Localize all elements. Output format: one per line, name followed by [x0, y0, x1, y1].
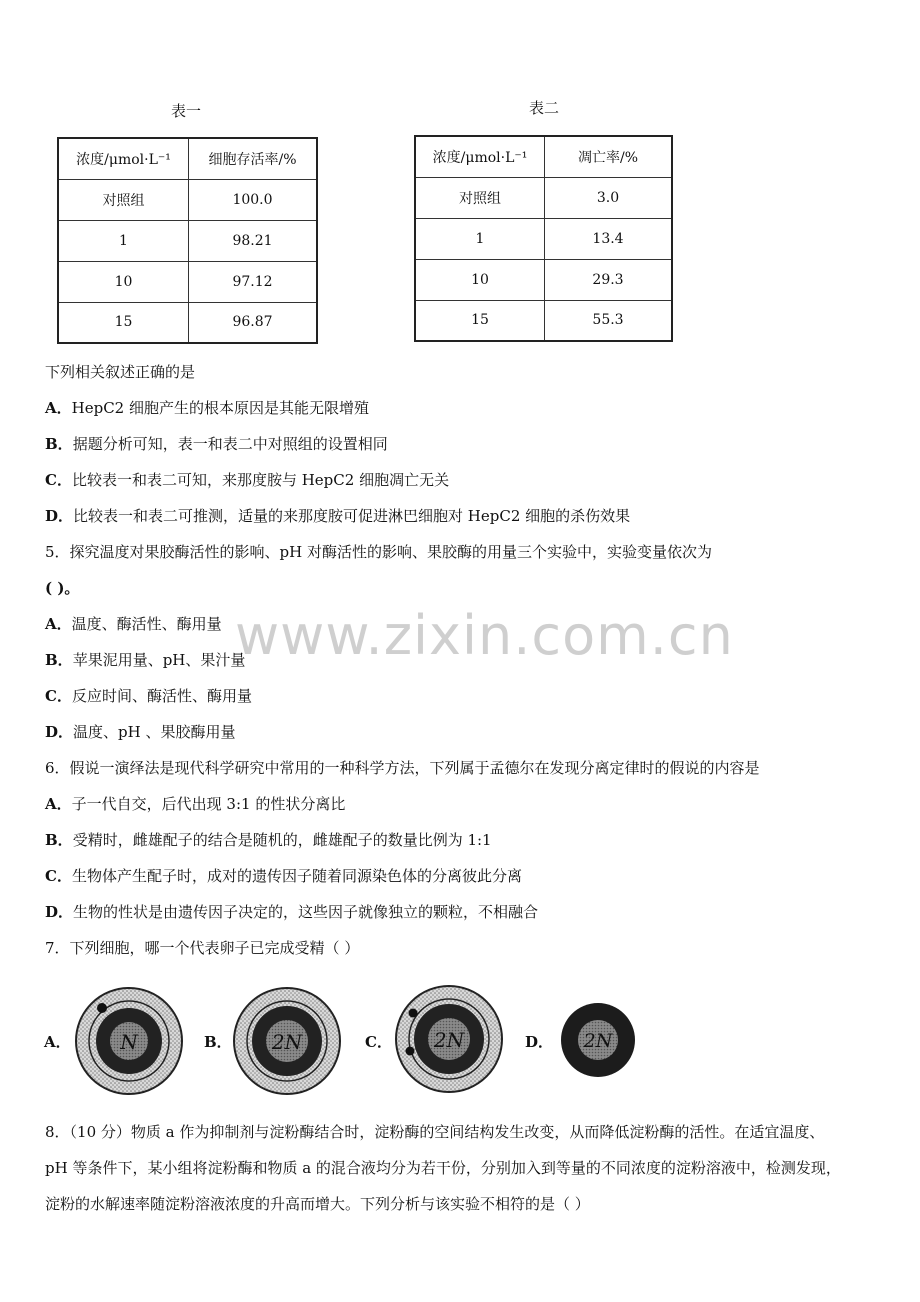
nucleus-label: 2N — [433, 1028, 465, 1052]
table2-cell: 15 — [415, 300, 545, 341]
option-label: C． — [45, 687, 72, 705]
table-row — [415, 300, 672, 341]
q5-blank: ( )。 — [45, 579, 80, 597]
q7-cell-b[interactable] — [232, 986, 342, 1096]
q6-option-a[interactable] — [45, 794, 345, 814]
option-label: B． — [45, 831, 73, 849]
option-text: 反应时间、酶活性、酶用量 — [71, 687, 252, 705]
table2-cell: 10 — [415, 259, 545, 300]
option-text: 比较表一和表二可推测，适量的来那度胺可促进淋巴细胞对 HepC2 细胞的杀伤效果 — [73, 507, 631, 525]
option-label: A． — [45, 795, 72, 813]
table1-cell: 97.12 — [189, 261, 318, 302]
q4-option-a[interactable] — [45, 398, 369, 418]
q7-option-a-label[interactable]: A． — [44, 1033, 71, 1051]
option-text: 生物的性状是由遗传因子决定的，这些因子就像独立的颗粒，不相融合 — [73, 903, 539, 921]
q4-stem: 下列相关叙述正确的是 — [45, 363, 196, 381]
q7-cell-a[interactable] — [74, 986, 184, 1096]
option-text: 温度、酶活性、酶用量 — [71, 615, 222, 633]
table1-cell: 10 — [58, 261, 189, 302]
q7-cell-d[interactable] — [558, 1000, 638, 1080]
q6-option-c[interactable] — [45, 866, 522, 886]
q4-option-d[interactable] — [45, 506, 630, 526]
q8-line-3: 淀粉的水解速率随淀粉溶液浓度的升高而增大。下列分析与该实验不相符的是（ ） — [45, 1195, 590, 1213]
option-label: C． — [45, 471, 72, 489]
q6-option-b[interactable] — [45, 830, 492, 850]
q6-option-d[interactable] — [45, 902, 538, 922]
nucleus-label: 2N — [583, 1030, 613, 1052]
q5-option-c[interactable] — [45, 686, 252, 706]
q8-line-1: 8．（10 分）物质 a 作为抑制剂与淀粉酶结合时，淀粉酶的空间结构发生改变，从而降低淀粉酶的活性。在适宜温度、 — [45, 1123, 825, 1141]
q8-line-2: pH 等条件下，某小组将淀粉酶和物质 a 的混合液均分为若干份，分别加入到等量的不同浓度的淀粉溶液中，检测发现， — [45, 1159, 841, 1177]
q5-option-b[interactable] — [45, 650, 245, 670]
table1-cell: 15 — [58, 302, 189, 343]
table2-cell: 3.0 — [545, 177, 673, 218]
table2-cell: 1 — [415, 218, 545, 259]
table1-cell: 对照组 — [58, 179, 189, 220]
q4-option-b[interactable] — [45, 434, 388, 454]
option-text: 比较表一和表二可知，来那度胺与 HepC2 细胞凋亡无关 — [71, 471, 450, 489]
table-row — [58, 302, 317, 343]
q6-stem: 6．假说一演绎法是现代科学研究中常用的一种科学方法，下列属于孟德尔在发现分离定律时的假说的内容是 — [45, 759, 760, 777]
table2-cell: 13.4 — [545, 218, 673, 259]
q7-option-d-label[interactable]: D． — [525, 1033, 554, 1051]
table2 — [414, 135, 673, 342]
option-text: 生物体产生配子时，成对的遗传因子随着同源染色体的分离彼此分离 — [71, 867, 522, 885]
table1-cell: 96.87 — [189, 302, 318, 343]
table1-caption: 表一 — [171, 102, 202, 120]
q5-option-a[interactable] — [45, 614, 222, 634]
nucleus-label: N — [120, 1030, 138, 1054]
q5-option-d[interactable] — [45, 722, 235, 742]
q7-stem: 7．下列细胞，哪一个代表卵子已完成受精（ ） — [45, 939, 360, 957]
table1-header-value: 细胞存活率/% — [189, 138, 318, 179]
table2-cell: 55.3 — [545, 300, 673, 341]
table-row — [415, 218, 672, 259]
table2-header-value: 凋亡率/% — [545, 136, 673, 177]
table2-cell: 对照组 — [415, 177, 545, 218]
table1 — [57, 137, 318, 344]
option-label: A． — [45, 399, 72, 417]
table-row — [58, 261, 317, 302]
option-label: D． — [45, 723, 74, 741]
table2-cell: 29.3 — [545, 259, 673, 300]
option-label: B． — [45, 435, 73, 453]
option-text: 温度、pH 、果胶酶用量 — [73, 723, 236, 741]
option-label: D． — [45, 903, 74, 921]
table-row — [58, 220, 317, 261]
option-label: B． — [45, 651, 73, 669]
table1-cell: 100.0 — [189, 179, 318, 220]
table1-cell: 1 — [58, 220, 189, 261]
q4-option-c[interactable] — [45, 470, 449, 490]
option-text: 据题分析可知，表一和表二中对照组的设置相同 — [72, 435, 388, 453]
table1-cell: 98.21 — [189, 220, 318, 261]
option-text: 受精时，雌雄配子的结合是随机的，雌雄配子的数量比例为 1:1 — [72, 831, 492, 849]
option-label: D． — [45, 507, 74, 525]
table1-header-conc: 浓度/μmol·L⁻¹ — [58, 138, 189, 179]
q7-cell-c[interactable] — [394, 984, 504, 1094]
table-row — [58, 179, 317, 220]
option-text: HepC2 细胞产生的根本原因是其能无限增殖 — [71, 399, 369, 417]
table-row — [415, 177, 672, 218]
watermark: www.zixin.com.cn — [235, 604, 734, 667]
q7-option-b-label[interactable]: B． — [204, 1033, 232, 1051]
option-text: 子一代自交，后代出现 3:1 的性状分离比 — [71, 795, 346, 813]
table2-caption: 表二 — [529, 99, 560, 117]
q5-stem: 5．探究温度对果胶酶活性的影响、pH 对酶活性的影响、果胶酶的用量三个实验中，实验变量依次为 — [45, 543, 712, 561]
table-row — [415, 259, 672, 300]
option-text: 苹果泥用量、pH、果汁量 — [72, 651, 246, 669]
q7-option-c-label[interactable]: C． — [365, 1033, 392, 1051]
option-label: A． — [45, 615, 72, 633]
nucleus-label: 2N — [271, 1030, 303, 1054]
table2-header-conc: 浓度/μmol·L⁻¹ — [415, 136, 545, 177]
option-label: C． — [45, 867, 72, 885]
